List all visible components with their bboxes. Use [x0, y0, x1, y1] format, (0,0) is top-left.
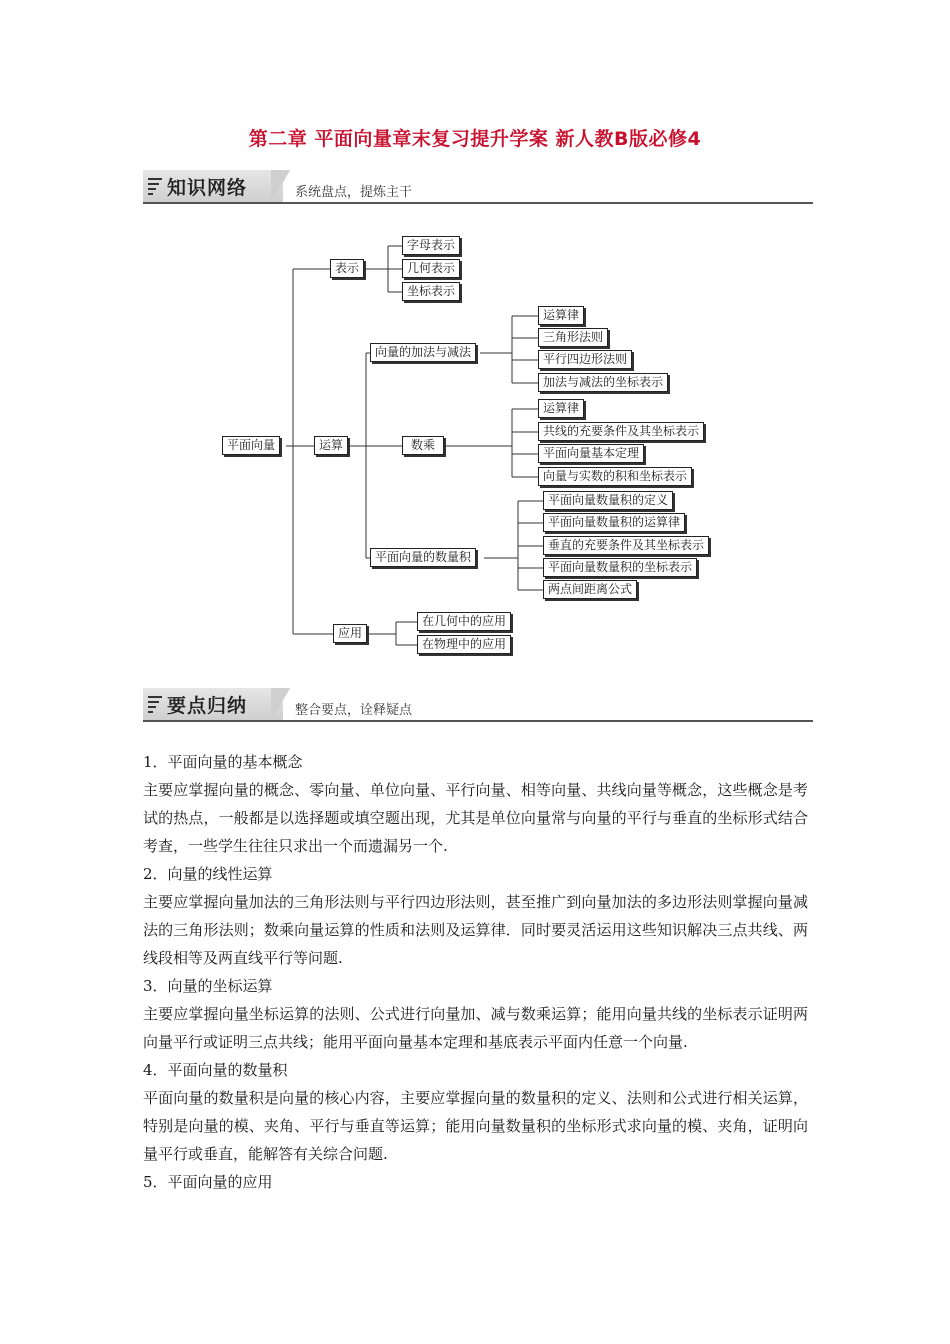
tree-leaf-perpendicular-condition: 垂直的充要条件及其坐标表示 — [543, 536, 709, 555]
point-heading: 5．平面向量的应用 — [143, 1173, 273, 1191]
point-text: 主要应掌握向量的概念、零向量、单位向量、平行向量、相等向量、共线向量等概念，这些概念是考试的热点，一般都是以选择题或填空题出现，尤其是单位向量常与向量的平行与垂直的坐标形式结合考查，一些学生往往只求出一个而遗漏另一个. — [143, 781, 808, 855]
point-heading: 1．平面向量的基本概念 — [143, 753, 303, 771]
tree-node-addition-subtraction: 向量的加法与减法 — [370, 343, 476, 362]
section-subtitle: 系统盘点，提炼主干 — [295, 185, 413, 200]
point-text: 主要应掌握向量坐标运算的法则、公式进行向量加、减与数乘运算；能用向量共线的坐标表示证明两向量平行或证明三点共线；能用平面向量基本定理和基底表示平面内任意一个向量. — [143, 1005, 808, 1051]
tree-leaf-distance-formula: 两点间距离公式 — [543, 580, 637, 599]
tree-leaf-parallelogram-rule: 平行四边形法则 — [538, 350, 632, 369]
point-heading: 3．向量的坐标运算 — [143, 977, 273, 995]
point-heading: 2．向量的线性运算 — [143, 865, 273, 883]
point-heading: 4．平面向量的数量积 — [143, 1061, 288, 1079]
tree-leaf-letter-representation: 字母表示 — [402, 236, 460, 255]
tree-leaf-operation-laws: 运算律 — [538, 306, 584, 325]
section-header-slant — [271, 688, 291, 720]
tree-leaf-basic-theorem: 平面向量基本定理 — [538, 444, 644, 463]
tree-leaf-triangle-rule: 三角形法则 — [538, 328, 608, 347]
tree-node-dot-product: 平面向量的数量积 — [370, 548, 476, 567]
key-points-body — [143, 748, 808, 1196]
tree-leaf-geometry-application: 在几何中的应用 — [417, 612, 511, 631]
tree-leaf-dot-laws: 平面向量数量积的运算律 — [543, 513, 685, 532]
tree-leaf-coordinate-representation: 坐标表示 — [402, 282, 460, 301]
section-header-key-points — [143, 688, 813, 722]
section-subtitle: 整合要点，诠释疑点 — [295, 703, 413, 718]
tree-leaf-geometric-representation: 几何表示 — [402, 259, 460, 278]
section-name: 要点归纳 — [167, 695, 248, 717]
tree-leaf-collinear-condition: 共线的充要条件及其坐标表示 — [538, 422, 704, 441]
stripes-icon — [147, 694, 163, 714]
tree-leaf-scalar-product-coordinates: 向量与实数的积和坐标表示 — [538, 467, 692, 486]
point-text: 主要应掌握向量加法的三角形法则与平行四边形法则，甚至推广到向量加法的多边形法则掌握向量减法的三角形法则；数乘向量运算的性质和法则及运算律．同时要灵活运用这些知识解决三点共线、两线段相等及两直线平行等问题. — [143, 893, 808, 967]
tree-node-applications: 应用 — [333, 624, 367, 643]
tree-node-root: 平面向量 — [222, 436, 280, 455]
tree-leaf-dot-coordinates: 平面向量数量积的坐标表示 — [543, 558, 697, 577]
tree-leaf-scalar-laws: 运算律 — [538, 399, 584, 418]
tree-node-operations: 运算 — [314, 436, 348, 455]
document-title: 第二章 平面向量章末复习提升学案 新人教B版必修4 — [248, 128, 702, 150]
section-name: 知识网络 — [167, 177, 248, 199]
point-text: 平面向量的数量积是向量的核心内容，主要应掌握向量的数量积的定义、法则和公式进行相关运算，特别是向量的模、夹角、平行与垂直等运算；能用向量数量积的坐标形式求向量的模、夹角，证明向量平行或垂直，能解答有关综合问题. — [143, 1089, 808, 1163]
tree-leaf-dot-definition: 平面向量数量积的定义 — [543, 491, 673, 510]
tree-node-scalar-multiplication: 数乘 — [402, 436, 444, 455]
tree-node-representation: 表示 — [330, 259, 364, 278]
tree-leaf-addsub-coordinates: 加法与减法的坐标表示 — [538, 373, 668, 392]
tree-leaf-physics-application: 在物理中的应用 — [417, 635, 511, 654]
